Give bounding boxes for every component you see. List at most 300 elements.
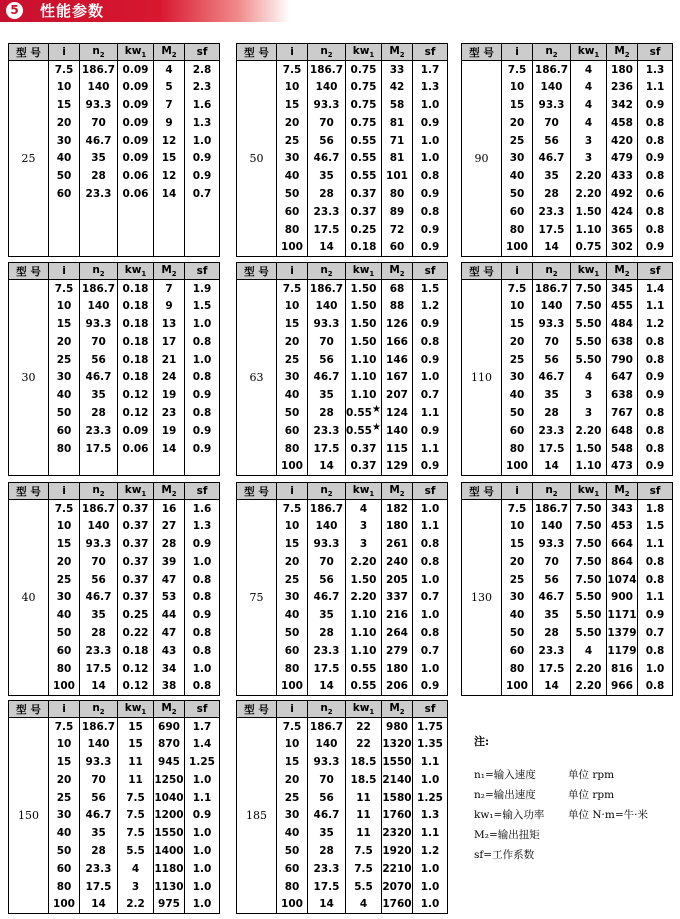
ratio-cell	[502, 149, 533, 167]
service-factor-cell	[185, 297, 220, 315]
ratio-cell	[502, 315, 533, 333]
output-speed-cell-value: 46.7	[538, 371, 565, 384]
input-power-cell-value: 4	[584, 98, 593, 111]
ratio-cell	[49, 718, 80, 736]
service-factor-cell-value: 1.0	[192, 773, 212, 786]
input-power-cell	[118, 422, 154, 440]
service-factor-cell	[413, 440, 448, 458]
output-torque-cell	[154, 642, 185, 660]
output-speed-cell-value: 23.3	[85, 644, 112, 657]
input-power-cell-value: 5.50	[575, 353, 602, 366]
header-service-factor-text: sf	[196, 703, 208, 715]
ratio-cell	[502, 386, 533, 404]
input-power-cell-value: 0.18	[122, 300, 149, 313]
output-torque-cell	[154, 824, 185, 842]
output-speed-cell	[80, 642, 118, 660]
spec-table-30	[8, 262, 220, 476]
service-factor-cell	[185, 368, 220, 386]
output-torque-cell-value: 337	[386, 591, 408, 604]
input-power-cell	[118, 203, 154, 221]
ratio-cell-value: 25	[284, 134, 300, 147]
service-factor-cell	[413, 588, 448, 606]
service-factor-cell-value: 1.3	[192, 116, 212, 129]
ratio-cell	[49, 238, 80, 256]
output-torque-cell-value: 167	[386, 371, 408, 384]
output-speed-cell-value: 46.7	[313, 809, 340, 822]
service-factor-cell-value: 1.9	[192, 282, 212, 295]
ratio-cell	[277, 457, 308, 475]
ratio-cell	[277, 132, 308, 150]
output-torque-cell-value: 44	[161, 609, 177, 622]
output-torque-cell-value: 205	[386, 573, 408, 586]
service-factor-cell	[185, 806, 220, 824]
ratio-cell-value: 20	[56, 555, 72, 568]
ratio-cell	[277, 860, 308, 878]
ratio-cell-value: 20	[56, 116, 72, 129]
header-service-factor	[638, 263, 673, 280]
service-factor-cell-value: 1.0	[192, 353, 212, 366]
service-factor-cell-value: 1.0	[420, 98, 440, 111]
ratio-cell-value: 100	[506, 460, 528, 473]
output-speed-cell	[533, 203, 571, 221]
output-torque-cell	[382, 78, 413, 96]
input-power-cell	[571, 333, 607, 351]
ratio-cell-value: 7.5	[54, 720, 74, 733]
service-factor-cell-value: 1.3	[192, 520, 212, 533]
ratio-cell	[502, 333, 533, 351]
input-power-cell-value: 7.50	[575, 555, 602, 568]
output-torque-cell-value: 180	[386, 662, 408, 675]
service-factor-cell	[638, 660, 673, 678]
service-factor-cell-value: 1.1	[645, 81, 665, 94]
header-ratio	[502, 263, 533, 280]
output-torque-cell	[382, 771, 413, 789]
ratio-cell	[49, 386, 80, 404]
header-model-text: 型 号	[469, 485, 494, 498]
ratio-cell	[277, 149, 308, 167]
output-torque-cell-value: 816	[611, 662, 633, 675]
ratio-cell	[277, 824, 308, 842]
output-torque-cell	[154, 440, 185, 458]
ratio-cell	[49, 280, 80, 298]
service-factor-cell-value: 1.6	[192, 98, 212, 111]
output-speed-cell	[80, 789, 118, 807]
service-factor-cell	[185, 132, 220, 150]
note-text: n₂=输出速度	[474, 789, 536, 801]
header-output-torque-subscript: 2	[624, 51, 630, 60]
header-ratio	[277, 701, 308, 718]
output-speed-cell-value: 46.7	[538, 591, 565, 604]
service-factor-cell-value: 1.1	[420, 520, 440, 533]
input-power-cell-value: 0.37	[350, 205, 377, 218]
ratio-cell-value: 60	[56, 424, 72, 437]
header-output-speed	[533, 483, 571, 500]
output-torque-cell-value: 60	[389, 241, 405, 254]
output-speed-cell	[533, 333, 571, 351]
header-output-torque	[607, 44, 638, 61]
ratio-cell-value: 40	[509, 389, 525, 402]
header-output-speed-subscript: 2	[327, 270, 333, 279]
output-speed-cell-value: 35	[91, 827, 106, 840]
output-speed-cell-value: 186.7	[309, 502, 344, 515]
output-speed-cell	[308, 238, 346, 256]
output-torque-cell	[154, 735, 185, 753]
ratio-cell	[502, 642, 533, 660]
output-speed-cell-value: 56	[91, 573, 106, 586]
ratio-cell	[502, 660, 533, 678]
output-torque-cell-value: 240	[386, 555, 408, 568]
service-factor-cell-value: 1.5	[645, 520, 665, 533]
input-power-cell-value: 4	[584, 81, 593, 94]
input-power-cell-value: 0.06	[122, 187, 149, 200]
output-torque-cell	[154, 404, 185, 422]
output-speed-cell	[308, 571, 346, 589]
header-service-factor	[185, 44, 220, 61]
service-factor-cell	[638, 571, 673, 589]
service-factor-cell	[185, 642, 220, 660]
header-input-power-subscript: 1	[141, 51, 147, 60]
ratio-cell	[49, 351, 80, 369]
ratio-cell-value: 7.5	[282, 282, 302, 295]
input-power-cell-value: 7.50	[575, 537, 602, 550]
service-factor-cell	[413, 860, 448, 878]
header-ratio	[277, 44, 308, 61]
service-factor-cell-value: 0.8	[420, 626, 440, 639]
input-power-cell-value: 0.37	[122, 537, 149, 550]
input-power-cell	[118, 771, 154, 789]
output-torque-cell	[154, 315, 185, 333]
service-factor-cell-value: 1.6	[192, 502, 212, 515]
service-factor-cell-value: 1.0	[420, 134, 440, 147]
output-torque-cell-value: 101	[386, 170, 408, 183]
input-power-cell	[571, 624, 607, 642]
output-speed-cell-value: 14	[319, 241, 334, 254]
input-power-cell	[346, 642, 382, 660]
output-speed-cell	[80, 422, 118, 440]
ratio-cell-value: 10	[284, 81, 300, 94]
input-power-cell-value: 0.06	[122, 170, 149, 183]
output-speed-cell-value: 56	[544, 134, 559, 147]
output-torque-cell-value: 648	[611, 424, 633, 437]
note-unit: 单位 rpm	[568, 789, 615, 801]
output-torque-cell	[607, 386, 638, 404]
input-power-cell-value: 0.75	[350, 81, 377, 94]
output-torque-cell-value: 424	[611, 205, 633, 218]
output-torque-cell	[382, 860, 413, 878]
header-model-text: 型 号	[469, 46, 494, 59]
output-speed-cell	[308, 280, 346, 298]
output-speed-cell	[308, 78, 346, 96]
input-power-cell	[118, 588, 154, 606]
input-power-cell	[118, 149, 154, 167]
ratio-cell-value: 60	[284, 862, 300, 875]
output-speed-cell-value: 23.3	[538, 205, 565, 218]
ratio-cell	[49, 878, 80, 896]
ratio-cell-value: 60	[56, 187, 72, 200]
header-model-text: 型 号	[244, 485, 269, 498]
ratio-cell	[502, 368, 533, 386]
output-speed-cell	[308, 333, 346, 351]
service-factor-cell-value: 1.0	[420, 898, 440, 911]
input-power-cell	[571, 221, 607, 239]
ratio-cell	[502, 517, 533, 535]
service-factor-cell	[185, 553, 220, 571]
output-torque-cell-value: 16	[161, 502, 177, 515]
header-output-torque-subscript: 2	[171, 51, 177, 60]
service-factor-cell-value: 1.1	[420, 406, 440, 419]
output-torque-cell	[382, 315, 413, 333]
output-torque-cell-value: 72	[389, 223, 405, 236]
header-input-power-text: kw	[124, 44, 142, 57]
ratio-cell-value: 100	[506, 241, 528, 254]
ratio-cell-value: 10	[56, 520, 72, 533]
output-torque-cell	[607, 404, 638, 422]
input-power-cell-value: 0.12	[122, 389, 149, 402]
table-row	[462, 61, 673, 79]
input-power-cell-value: 0.18	[122, 282, 149, 295]
input-power-cell-value: 0.55	[350, 170, 377, 183]
input-power-cell	[346, 806, 382, 824]
output-torque-cell	[607, 422, 638, 440]
input-power-cell-value: 0.75	[350, 116, 377, 129]
service-factor-cell-value: 1.0	[192, 827, 212, 840]
header-output-speed	[308, 483, 346, 500]
output-speed-cell-value: 140	[315, 300, 338, 313]
spec-table-75	[236, 482, 448, 696]
ratio-cell	[49, 660, 80, 678]
input-power-cell-value: 7.5	[126, 791, 145, 804]
service-factor-cell-value: 1.0	[420, 609, 440, 622]
service-factor-cell-value: 0.9	[192, 389, 212, 402]
output-speed-cell	[80, 806, 118, 824]
header-input-power-text: kw	[124, 701, 142, 714]
input-power-cell	[571, 606, 607, 624]
output-speed-cell-value: 14	[91, 898, 106, 911]
ratio-cell	[49, 114, 80, 132]
input-power-cell-value: 0.12	[122, 680, 149, 693]
output-torque-cell-value: 28	[161, 537, 177, 550]
service-factor-cell	[638, 96, 673, 114]
ratio-cell-value: 20	[284, 116, 300, 129]
output-torque-cell	[607, 96, 638, 114]
header-service-factor-text: sf	[649, 46, 661, 58]
output-speed-cell-value: 70	[544, 116, 559, 129]
model-cell: 50	[237, 61, 277, 257]
output-speed-cell-value: 23.3	[85, 187, 112, 200]
output-speed-cell-value: 35	[91, 609, 106, 622]
ratio-cell	[277, 517, 308, 535]
input-power-cell-value: 0.12	[122, 406, 149, 419]
input-power-cell-value: 2.20	[575, 187, 602, 200]
output-torque-cell	[607, 517, 638, 535]
header-output-speed-text: n	[320, 483, 328, 496]
service-factor-cell	[638, 238, 673, 256]
output-speed-cell	[80, 677, 118, 695]
ratio-cell-value: 30	[284, 152, 300, 165]
header-output-torque-subscript: 2	[624, 270, 630, 279]
header-output-torque-text: M	[389, 44, 400, 57]
header-output-torque-text: M	[389, 263, 400, 276]
ratio-cell-value: 100	[281, 680, 303, 693]
service-factor-cell-value: 0.9	[420, 680, 440, 693]
output-speed-cell	[308, 386, 346, 404]
output-speed-cell	[533, 535, 571, 553]
output-torque-cell	[154, 588, 185, 606]
service-factor-cell	[185, 571, 220, 589]
ratio-cell	[49, 500, 80, 518]
service-factor-cell	[413, 553, 448, 571]
service-factor-cell	[638, 422, 673, 440]
service-factor-cell	[185, 422, 220, 440]
ratio-cell-value: 60	[509, 644, 525, 657]
input-power-cell-value: 0.55	[350, 134, 377, 147]
ratio-cell-value: 7.5	[507, 502, 527, 515]
input-power-cell	[346, 404, 382, 422]
service-factor-cell	[413, 457, 448, 475]
ratio-cell-value: 10	[509, 520, 525, 533]
input-power-cell	[571, 167, 607, 185]
ratio-cell-value: 50	[284, 406, 300, 419]
output-speed-cell	[533, 351, 571, 369]
input-power-cell	[571, 78, 607, 96]
service-factor-cell	[185, 789, 220, 807]
ratio-cell	[277, 368, 308, 386]
ratio-cell-value: 100	[53, 680, 75, 693]
header-model-text: 型 号	[244, 265, 269, 278]
output-torque-cell	[154, 96, 185, 114]
header-output-speed-text: n	[320, 44, 328, 57]
service-factor-cell-value: 0.9	[420, 223, 440, 236]
input-power-cell	[118, 238, 154, 256]
output-speed-cell-value: 23.3	[313, 205, 340, 218]
service-factor-cell-value: 1.0	[420, 773, 440, 786]
ratio-cell	[49, 842, 80, 860]
output-speed-cell-value: 70	[319, 335, 334, 348]
ratio-cell	[502, 61, 533, 79]
output-speed-cell	[308, 642, 346, 660]
output-torque-cell	[382, 642, 413, 660]
output-torque-cell	[382, 753, 413, 771]
input-power-cell	[118, 185, 154, 203]
header-output-speed	[308, 44, 346, 61]
ratio-cell	[277, 280, 308, 298]
input-power-cell-value: 1.10	[350, 389, 377, 402]
output-torque-cell-value: 17	[161, 335, 177, 348]
service-factor-cell	[185, 185, 220, 203]
ratio-cell	[49, 771, 80, 789]
input-power-cell-value: 0.25	[122, 609, 149, 622]
output-torque-cell	[607, 149, 638, 167]
input-power-cell	[346, 860, 382, 878]
input-power-cell-value: 2.20	[350, 555, 377, 568]
header-service-factor	[413, 263, 448, 280]
header-output-torque-subscript: 2	[171, 490, 177, 499]
input-power-cell-value: 3	[584, 389, 593, 402]
input-power-cell	[118, 842, 154, 860]
header-output-speed-text: n	[545, 44, 553, 57]
service-factor-cell	[413, 660, 448, 678]
input-power-cell-value: 2.20	[575, 424, 602, 437]
input-power-cell	[118, 114, 154, 132]
service-factor-cell-value: 0.8	[192, 371, 212, 384]
ratio-cell	[49, 422, 80, 440]
service-factor-cell	[638, 500, 673, 518]
header-output-speed	[80, 263, 118, 280]
output-torque-cell-value: 47	[161, 626, 177, 639]
model-cell: 185	[237, 718, 277, 914]
ratio-cell	[277, 78, 308, 96]
input-power-cell-value: 0.55	[350, 152, 377, 165]
service-factor-cell-value: 0.8	[420, 555, 440, 568]
ratio-cell	[49, 297, 80, 315]
ratio-cell	[49, 789, 80, 807]
output-speed-cell	[80, 842, 118, 860]
input-power-cell-value: 0.09	[122, 98, 149, 111]
spec-table-63	[236, 262, 448, 476]
output-torque-cell	[607, 185, 638, 203]
output-torque-cell-value: 261	[386, 537, 408, 550]
input-power-cell	[118, 660, 154, 678]
service-factor-cell-value: 0.9	[645, 241, 665, 254]
ratio-cell	[277, 789, 308, 807]
input-power-cell-value: 0.55	[346, 424, 372, 437]
ratio-cell-value: 25	[284, 791, 300, 804]
service-factor-cell	[185, 878, 220, 896]
output-speed-cell	[80, 878, 118, 896]
output-speed-cell-value: 70	[544, 555, 559, 568]
ratio-cell-value: 20	[509, 555, 525, 568]
ratio-cell	[49, 517, 80, 535]
output-torque-cell-value: 1400	[154, 844, 184, 857]
output-speed-cell	[308, 535, 346, 553]
header-service-factor	[413, 483, 448, 500]
input-power-cell	[571, 132, 607, 150]
ratio-cell-value: 10	[56, 81, 72, 94]
service-factor-cell	[185, 440, 220, 458]
output-torque-cell-value: 9	[165, 116, 173, 129]
header-model-text: 型 号	[16, 265, 41, 278]
output-speed-cell-value: 93.3	[313, 317, 340, 330]
service-factor-cell	[185, 842, 220, 860]
output-torque-cell	[382, 351, 413, 369]
service-factor-cell	[638, 386, 673, 404]
input-power-cell	[118, 386, 154, 404]
output-torque-cell-value: 7	[165, 98, 173, 111]
ratio-cell-value: 20	[284, 773, 300, 786]
service-factor-cell	[413, 624, 448, 642]
output-speed-cell-value: 70	[319, 555, 334, 568]
output-torque-cell-value: 664	[611, 537, 633, 550]
input-power-cell	[118, 78, 154, 96]
ratio-cell-value: 10	[284, 520, 300, 533]
output-speed-cell-value: 17.5	[85, 880, 112, 893]
ratio-cell	[277, 404, 308, 422]
output-torque-cell-value: 180	[611, 63, 633, 76]
input-power-cell	[118, 315, 154, 333]
input-power-cell	[118, 61, 154, 79]
header-output-torque-subscript: 2	[624, 490, 630, 499]
input-power-cell	[346, 238, 382, 256]
header-input-power	[118, 483, 154, 500]
header-model-text: 型 号	[16, 485, 41, 498]
service-factor-cell-value: 0.9	[420, 353, 440, 366]
output-speed-cell	[308, 789, 346, 807]
output-torque-cell	[154, 132, 185, 150]
model-cell: 75	[237, 500, 277, 696]
header-input-power	[346, 263, 382, 280]
output-speed-cell-value: 14	[544, 460, 559, 473]
service-factor-cell-value: 1.0	[192, 134, 212, 147]
